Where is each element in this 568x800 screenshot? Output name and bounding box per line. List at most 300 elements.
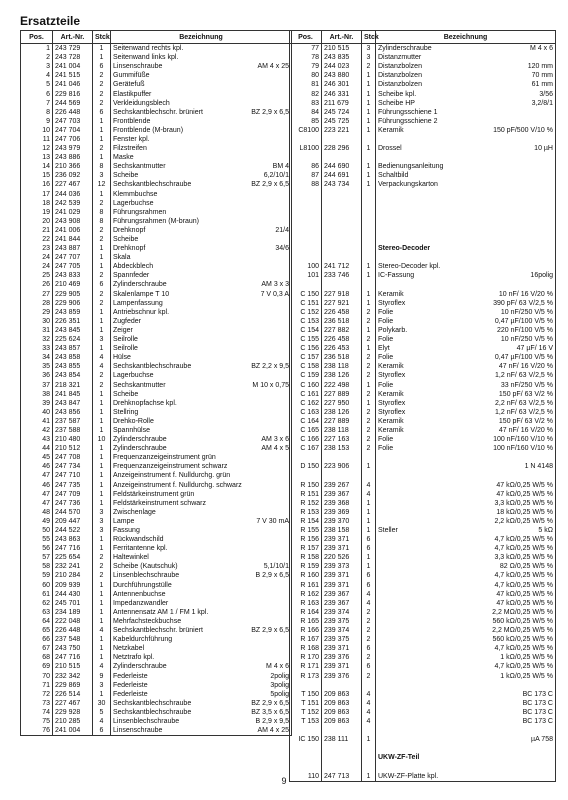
table-row <box>21 262 292 271</box>
cell-art-nr: 243 835 <box>322 53 362 62</box>
cell-pos: 13 <box>21 153 53 162</box>
cell-pos: C 165 <box>290 426 322 435</box>
cell-pos: 65 <box>21 626 53 635</box>
cell-bezeichnung <box>111 99 292 108</box>
table-row <box>21 571 292 580</box>
bez-name: Sechskantmutter <box>113 163 166 171</box>
cell-bezeichnung <box>376 481 556 490</box>
cell-pos <box>290 190 322 199</box>
cell-stck <box>362 753 376 762</box>
header-art: Art.-Nr. <box>322 31 362 44</box>
cell-pos: C 158 <box>290 362 322 371</box>
bez-name: Drossel <box>378 145 402 153</box>
parts-table-right <box>289 30 556 782</box>
cell-art-nr: 237 548 <box>53 635 93 644</box>
cell-pos: 14 <box>21 162 53 171</box>
bez-name: Folie <box>378 308 394 316</box>
cell-stck: 3 <box>93 517 111 526</box>
header-pos: Pos. <box>21 31 53 44</box>
cell-bezeichnung <box>376 271 556 280</box>
bez-name: Zylinderschraube <box>113 436 167 444</box>
cell-stck: 2 <box>93 571 111 580</box>
cell-art-nr: 226 453 <box>322 344 362 353</box>
cell-art-nr: 226 458 <box>322 335 362 344</box>
bez-spec: 1 N 4148 <box>524 463 553 471</box>
cell-bezeichnung <box>111 117 292 126</box>
cell-bezeichnung <box>111 290 292 299</box>
table-row <box>21 490 292 499</box>
cell-pos: R 151 <box>290 490 322 499</box>
bez-name: Keramik <box>378 290 404 298</box>
table-row <box>290 762 556 771</box>
table-row <box>21 544 292 553</box>
cell-bezeichnung <box>376 581 556 590</box>
cell-bezeichnung <box>111 626 292 635</box>
bez-name: Rückwandschild <box>113 536 164 544</box>
bez-name: Fenster kpl. <box>113 135 150 143</box>
table-row <box>21 590 292 599</box>
bez-name: Linsenblechschraube <box>113 572 180 580</box>
bez-spec: AM 4 x 25 <box>257 63 289 71</box>
cell-stck <box>362 153 376 162</box>
cell-art-nr <box>322 744 362 753</box>
cell-bezeichnung <box>376 635 556 644</box>
bez-name: Führungsrahmen <box>113 208 167 216</box>
table-row <box>21 99 292 108</box>
bez-name: Zwischenlage <box>113 508 156 516</box>
table-row <box>290 217 556 226</box>
cell-art-nr: 209 863 <box>322 699 362 708</box>
table-row <box>290 326 556 335</box>
cell-bezeichnung <box>376 517 556 526</box>
cell-art-nr: 243 887 <box>53 244 93 253</box>
table-row <box>21 271 292 280</box>
cell-stck: 2 <box>362 362 376 371</box>
table-row <box>290 62 556 71</box>
table-row <box>290 290 556 299</box>
cell-pos: 82 <box>290 89 322 98</box>
bez-spec: 2polig <box>270 672 289 680</box>
cell-stck: 2 <box>93 144 111 153</box>
bez-name: Polykarb. <box>378 326 408 334</box>
cell-art-nr <box>322 153 362 162</box>
bez-name: Drehknopf <box>113 226 146 234</box>
bez-name: Kabeldurchführung <box>113 636 173 644</box>
cell-stck <box>362 244 376 253</box>
cell-stck: 2 <box>93 89 111 98</box>
cell-art-nr: 225 654 <box>53 553 93 562</box>
table-row <box>290 608 556 617</box>
cell-bezeichnung <box>376 599 556 608</box>
cell-art-nr: 238 158 <box>322 526 362 535</box>
cell-bezeichnung <box>111 380 292 389</box>
cell-stck: 3 <box>93 508 111 517</box>
cell-stck: 1 <box>362 526 376 535</box>
bez-spec: 47 kΩ/0,25 W/5 % <box>496 599 553 607</box>
table-row <box>21 426 292 435</box>
cell-pos: 83 <box>290 99 322 108</box>
cell-bezeichnung <box>376 180 556 189</box>
cell-pos: R 160 <box>290 571 322 580</box>
cell-pos: 78 <box>290 53 322 62</box>
table-row <box>290 626 556 635</box>
table-row <box>290 690 556 699</box>
table-row <box>21 217 292 226</box>
cell-stck: 1 <box>93 244 111 253</box>
cell-pos: 59 <box>21 571 53 580</box>
cell-bezeichnung <box>111 44 292 54</box>
bez-name: Keramik <box>378 417 404 425</box>
cell-pos <box>290 471 322 480</box>
cell-stck: 12 <box>93 180 111 189</box>
cell-art-nr: 244 430 <box>53 590 93 599</box>
table-row <box>290 99 556 108</box>
cell-bezeichnung <box>111 62 292 71</box>
cell-pos: 39 <box>21 399 53 408</box>
bez-name: Elastikpuffer <box>113 90 152 98</box>
cell-art-nr: 210 515 <box>322 44 362 54</box>
cell-art-nr <box>322 235 362 244</box>
table-row <box>290 353 556 362</box>
bez-spec: 47 µF/ 16 V <box>516 345 553 353</box>
cell-stck: 2 <box>362 635 376 644</box>
cell-stck: 1 <box>362 462 376 471</box>
table-row <box>290 226 556 235</box>
cell-pos: 70 <box>21 671 53 680</box>
cell-stck: 8 <box>93 162 111 171</box>
cell-pos: 79 <box>290 62 322 71</box>
cell-pos: 87 <box>290 171 322 180</box>
table-row <box>21 508 292 517</box>
cell-bezeichnung <box>111 726 292 736</box>
table-row <box>290 671 556 680</box>
cell-bezeichnung <box>111 708 292 717</box>
cell-bezeichnung <box>376 108 556 117</box>
cell-art-nr: 227 163 <box>322 435 362 444</box>
cell-stck: 1 <box>93 408 111 417</box>
cell-pos: 77 <box>290 44 322 54</box>
table-row <box>21 317 292 326</box>
table-row <box>290 453 556 462</box>
page-title: Ersatzteile <box>20 14 81 28</box>
cell-stck: 1 <box>362 299 376 308</box>
cell-bezeichnung <box>376 590 556 599</box>
cell-art-nr: 244 691 <box>322 171 362 180</box>
cell-pos: R 150 <box>290 481 322 490</box>
cell-pos: 4 <box>21 71 53 80</box>
cell-pos: 86 <box>290 162 322 171</box>
cell-stck: 1 <box>93 53 111 62</box>
cell-art-nr: 247 705 <box>53 262 93 271</box>
cell-bezeichnung <box>376 344 556 353</box>
cell-stck <box>362 762 376 771</box>
table-row <box>21 153 292 162</box>
table-row <box>290 135 556 144</box>
cell-art-nr: 227 467 <box>53 180 93 189</box>
cell-art-nr: 243 880 <box>322 71 362 80</box>
bez-name: Frequenzanzeigeinstrument grün <box>113 454 216 462</box>
cell-stck: 2 <box>362 426 376 435</box>
cell-bezeichnung <box>111 371 292 380</box>
table-row <box>21 89 292 98</box>
cell-stck: 3 <box>93 335 111 344</box>
bez-spec: 10 nF/250 V/5 % <box>500 336 553 344</box>
cell-bezeichnung <box>111 190 292 199</box>
table-row <box>290 299 556 308</box>
cell-bezeichnung <box>111 162 292 171</box>
bez-spec: 47 nF/ 16 V/20 % <box>498 426 553 434</box>
cell-bezeichnung <box>111 653 292 662</box>
cell-bezeichnung <box>376 471 556 480</box>
cell-pos: C 154 <box>290 326 322 335</box>
cell-stck: 1 <box>93 44 111 54</box>
bez-spec: 61 mm <box>531 81 553 89</box>
cell-bezeichnung <box>376 80 556 89</box>
bez-name: Feldstärkeinstrument schwarz <box>113 499 206 507</box>
table-row <box>290 653 556 662</box>
cell-stck: 1 <box>93 462 111 471</box>
bez-spec: 2,2 MΩ/0,25 W/5 % <box>492 627 553 635</box>
cell-stck: 1 <box>362 80 376 89</box>
cell-stck: 1 <box>362 380 376 389</box>
cell-bezeichnung <box>111 690 292 699</box>
table-row <box>290 708 556 717</box>
table-row <box>290 753 556 762</box>
cell-art-nr: 247 703 <box>53 117 93 126</box>
bez-spec: 5 kΩ <box>538 527 553 535</box>
cell-pos: 63 <box>21 608 53 617</box>
table-row <box>21 371 292 380</box>
table-row <box>290 380 556 389</box>
cell-art-nr: 238 153 <box>322 444 362 453</box>
cell-pos: 23 <box>21 244 53 253</box>
bez-spec: 220 nF/100 V/5 % <box>496 326 553 334</box>
cell-art-nr: 247 713 <box>322 772 362 782</box>
cell-pos: 8 <box>21 108 53 117</box>
cell-art-nr: 239 367 <box>322 599 362 608</box>
bez-name: Scheibe <box>113 172 139 180</box>
table-row <box>290 662 556 671</box>
cell-pos: 37 <box>21 380 53 389</box>
cell-bezeichnung <box>376 399 556 408</box>
cell-pos: 58 <box>21 562 53 571</box>
cell-stck: 2 <box>93 235 111 244</box>
cell-pos: R 168 <box>290 644 322 653</box>
cell-pos: 28 <box>21 299 53 308</box>
bez-name: Federleiste <box>113 681 148 689</box>
table-row <box>290 499 556 508</box>
cell-art-nr <box>322 280 362 289</box>
bez-name: Scheibe kpl. <box>378 90 417 98</box>
table-row <box>290 617 556 626</box>
cell-stck: 1 <box>93 344 111 353</box>
cell-bezeichnung <box>111 180 292 189</box>
cell-art-nr: 229 906 <box>53 299 93 308</box>
cell-stck: 3 <box>93 171 111 180</box>
cell-pos: C 156 <box>290 344 322 353</box>
table-row <box>21 117 292 126</box>
cell-pos: 68 <box>21 653 53 662</box>
bez-name: Styroflex <box>378 399 406 407</box>
cell-stck: 1 <box>93 599 111 608</box>
table-row <box>21 653 292 662</box>
bez-spec: 4,7 kΩ/0,25 W/5 % <box>494 645 553 653</box>
cell-bezeichnung <box>376 144 556 153</box>
bez-name: Durchführungstülle <box>113 581 172 589</box>
cell-art-nr: 244 570 <box>53 508 93 517</box>
cell-art-nr: 218 321 <box>53 380 93 389</box>
cell-art-nr: 225 624 <box>53 335 93 344</box>
bez-name: Keramik <box>378 426 404 434</box>
cell-bezeichnung <box>376 117 556 126</box>
cell-art-nr: 227 882 <box>322 326 362 335</box>
cell-bezeichnung <box>111 617 292 626</box>
cell-pos: 80 <box>290 71 322 80</box>
cell-bezeichnung <box>376 671 556 680</box>
table-row <box>21 517 292 526</box>
bez-name: Spannhülse <box>113 426 150 434</box>
cell-stck: 2 <box>93 80 111 89</box>
cell-stck: 1 <box>93 490 111 499</box>
cell-stck: 6 <box>93 108 111 117</box>
table-row <box>290 362 556 371</box>
cell-stck: 1 <box>362 71 376 80</box>
bez-name: Keramik <box>378 126 404 134</box>
bez-spec: 3/56 <box>539 90 553 98</box>
cell-art-nr: 223 906 <box>322 462 362 471</box>
cell-bezeichnung <box>111 599 292 608</box>
cell-stck: 9 <box>93 671 111 680</box>
bez-name: Elyt <box>378 345 390 353</box>
cell-bezeichnung <box>376 453 556 462</box>
cell-stck: 2 <box>362 308 376 317</box>
cell-art-nr: 226 514 <box>53 690 93 699</box>
cell-bezeichnung <box>111 471 292 480</box>
bez-spec: 47 kΩ/0,25 W/5 % <box>496 590 553 598</box>
table-row <box>290 571 556 580</box>
cell-pos: 49 <box>21 517 53 526</box>
table-row <box>21 562 292 571</box>
bez-name: Klemmbuchse <box>113 190 158 198</box>
cell-stck: 1 <box>362 772 376 782</box>
cell-art-nr: 226 448 <box>53 626 93 635</box>
cell-art-nr: 243 734 <box>322 180 362 189</box>
cell-bezeichnung <box>111 717 292 726</box>
cell-stck: 1 <box>93 262 111 271</box>
cell-stck: 2 <box>93 271 111 280</box>
table-row <box>290 117 556 126</box>
cell-bezeichnung <box>376 208 556 217</box>
cell-bezeichnung <box>376 426 556 435</box>
cell-bezeichnung <box>376 99 556 108</box>
bez-name: Netzkabel <box>113 645 145 653</box>
table-row <box>21 617 292 626</box>
cell-stck: 2 <box>93 371 111 380</box>
cell-pos: 29 <box>21 308 53 317</box>
header-art: Art.-Nr. <box>53 31 93 44</box>
table-row <box>290 526 556 535</box>
table-row <box>21 190 292 199</box>
cell-stck <box>362 280 376 289</box>
cell-art-nr: 247 710 <box>53 471 93 480</box>
cell-stck: 2 <box>362 617 376 626</box>
cell-stck: 1 <box>93 635 111 644</box>
cell-stck <box>362 135 376 144</box>
cell-pos: R 157 <box>290 544 322 553</box>
cell-art-nr: 227 889 <box>322 417 362 426</box>
table-row <box>21 199 292 208</box>
cell-art-nr: 247 736 <box>53 499 93 508</box>
cell-pos: 100 <box>290 262 322 271</box>
cell-stck: 1 <box>93 535 111 544</box>
cell-art-nr <box>322 681 362 690</box>
cell-art-nr: 229 869 <box>53 681 93 690</box>
cell-art-nr: 246 331 <box>322 89 362 98</box>
cell-art-nr: 210 366 <box>53 162 93 171</box>
bez-name: Styroflex <box>378 372 406 380</box>
table-row <box>290 553 556 562</box>
cell-stck: 1 <box>93 608 111 617</box>
cell-stck: 2 <box>93 199 111 208</box>
table-row <box>290 408 556 417</box>
table-row <box>21 299 292 308</box>
cell-pos: 47 <box>21 471 53 480</box>
cell-art-nr: 247 706 <box>53 135 93 144</box>
bez-spec: AM 3 x 6 <box>261 436 289 444</box>
cell-stck: 6 <box>362 581 376 590</box>
bez-name: Seilrolle <box>113 345 138 353</box>
table-row <box>21 462 292 471</box>
cell-art-nr: 227 950 <box>322 399 362 408</box>
cell-art-nr: 239 370 <box>322 517 362 526</box>
cell-stck: 1 <box>362 262 376 271</box>
cell-bezeichnung <box>111 399 292 408</box>
cell-art-nr: 245 701 <box>53 599 93 608</box>
cell-art-nr: 210 469 <box>53 280 93 289</box>
cell-pos: C 166 <box>290 435 322 444</box>
cell-pos: 46 <box>21 481 53 490</box>
table-row <box>290 317 556 326</box>
cell-bezeichnung <box>111 699 292 708</box>
bez-name: Folie <box>378 354 394 362</box>
bez-name: Filzstreifen <box>113 145 147 153</box>
cell-pos: C 155 <box>290 335 322 344</box>
cell-pos: 24 <box>21 253 53 262</box>
table-row <box>21 253 292 262</box>
cell-bezeichnung <box>111 344 292 353</box>
cell-pos: 5 <box>21 80 53 89</box>
table-row <box>21 535 292 544</box>
table-row <box>21 280 292 289</box>
cell-stck: 2 <box>93 99 111 108</box>
cell-bezeichnung <box>376 371 556 380</box>
table-row <box>290 89 556 98</box>
cell-art-nr <box>322 726 362 735</box>
cell-pos: C 162 <box>290 399 322 408</box>
bez-spec: 47 kΩ/0,25 W/5 % <box>496 490 553 498</box>
cell-bezeichnung <box>376 299 556 308</box>
cell-stck: 1 <box>362 553 376 562</box>
cell-stck: 4 <box>93 353 111 362</box>
cell-bezeichnung <box>376 408 556 417</box>
table-row <box>290 590 556 599</box>
table-row <box>21 126 292 135</box>
cell-art-nr: 209 863 <box>322 690 362 699</box>
table-row <box>290 535 556 544</box>
cell-pos: C 150 <box>290 290 322 299</box>
table-row <box>21 171 292 180</box>
cell-bezeichnung <box>111 462 292 471</box>
